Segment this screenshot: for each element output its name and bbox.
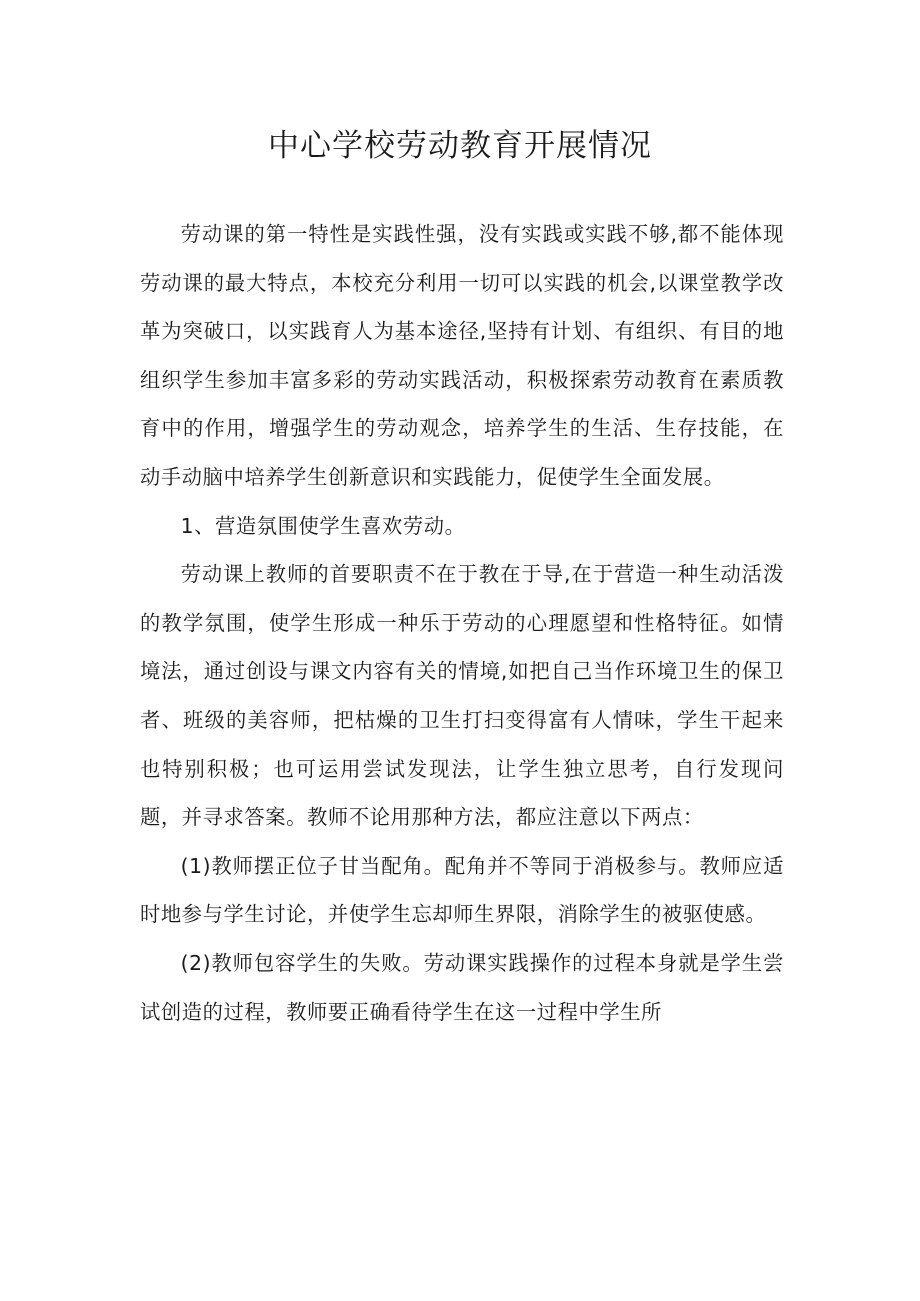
paragraph-point-1: (1)教师摆正位子甘当配角。配角并不等同于消极参与。教师应适时地参与学生讨论，并使学生忘却师生界限，消除学生的被驱使感。 [140, 853, 784, 927]
paragraph-atmosphere: 劳动课上教师的首要职责不在于教在于导,在于营造一种生动活泼的教学氛围，使学生形成一种乐于劳动的心理愿望和性格特征。如情境法，通过创设与课文内容有关的情境,如把自己当作环境卫生的保卫者、班级的美容师，把枯燥的卫生打扫变得富有人情味，学生干起来也特别积极；也可运用尝试发现法，让学生独立思考，自行发现问题，并寻求答案。教师不论用那种方法，都应注意以下两点： [140, 562, 784, 830]
document-body [140, 210, 784, 1036]
document-title: 中心学校劳动教育开展情况 [268, 128, 652, 164]
section-heading-1: 1、营造氛围使学生喜欢劳动。 [180, 513, 466, 538]
paragraph-point-2: (2)教师包容学生的失败。劳动课实践操作的过程本身就是学生尝试创造的过程，教师要正确看待学生在这一过程中学生所 [140, 950, 784, 1024]
paragraph-intro: 劳动课的第一特性是实践性强，没有实践或实践不够,都不能体现劳动课的最大特点，本校充分利用一切可以实践的机会,以课堂教学改革为突破口，以实践育人为基本途径,坚持有计划、有组织、有目的地组织学生参加丰富多彩的劳动实践活动，积极探索劳动教育在素质教育中的作用，增强学生的劳动观念，培养学生的生活、生存技能，在动手动脑中培养学生创新意识和实践能力，促使学生全面发展。 [140, 222, 784, 489]
